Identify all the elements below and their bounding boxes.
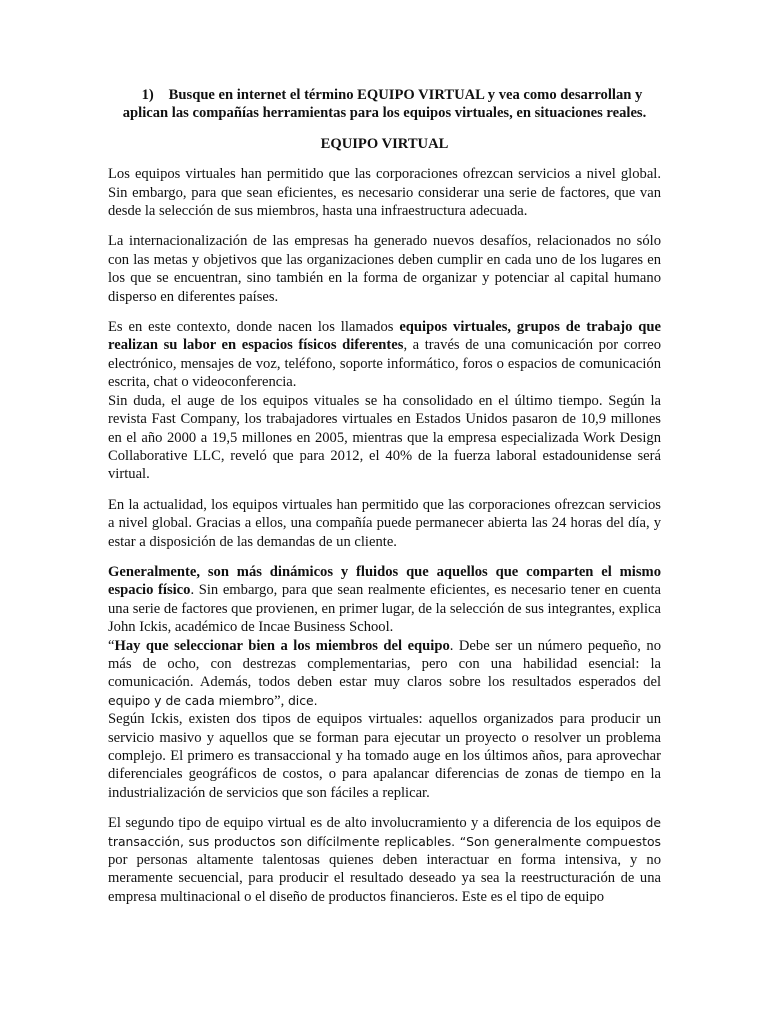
paragraph-3-lead: Es en este contexto, donde nacen los llamados	[108, 319, 400, 336]
paragraph-7-sans: equipo y de cada miembro	[108, 692, 275, 708]
paragraph-7-close: ”,	[274, 692, 288, 709]
paragraph-1: Los equipos virtuales han permitido que las corporaciones ofrezcan servicios a nivel global. Sin embargo, para que sean eficientes, es necesario considerar una serie de factores, que van desde la selección de sus miembros, hasta una infraestructura adecuada.	[108, 166, 661, 220]
paragraph-6-rest: . Sin embargo, para que sean realmente eficientes, es necesario tener en cuenta una serie de factores que provienen, en primer lugar, de la selección de sus integrantes, explica John Ickis, académico de Incae Business School.	[108, 582, 661, 636]
question-number: 1)	[141, 87, 154, 103]
paragraph-9-lead: El segundo tipo de equipo virtual es de alto involucramiento y a diferencia de los equipos	[108, 815, 642, 832]
question-text: Busque en internet el término EQUIPO VIRTUAL y vea como desarrollan y aplican las compañías herramientas para los equipos virtuales, en situaciones reales.	[122, 87, 647, 122]
paragraph-4: Sin duda, el auge de los equipos vituales se ha consolidado en el último tiempo. Según la revista Fast Company, los trabajadores virtuales en Estados Unidos pasaron de 10,9 millones en el año 2000 a 19,5 millones en 2005, mientras que la empresa especializada Work Design Collaborative LLC, reveló que para 2012, el 40% de la fuerza laboral estadounidense será virtual.	[108, 392, 661, 483]
paragraph-9-sans: de transacción, sus productos son difícilmente replicables. “Son generalmente compuestos	[108, 815, 661, 849]
paragraph-3-rest: , a través de una comunicación por correo electrónico, mensajes de voz, teléfono, soporte informático, foros o espacios de comunicación escrita, chat o videoconferencia.	[108, 337, 661, 391]
paragraph-7-quote: “	[108, 637, 115, 654]
page-title: EQUIPO VIRTUAL	[320, 135, 449, 152]
paragraph-7-bold: Hay que seleccionar bien a los miembros del equipo	[114, 637, 450, 654]
paragraph-3-bold: equipos virtuales, grupos de trabajo que realizan su labor en espacios físicos diferentes	[108, 319, 661, 354]
document-page	[108, 86, 661, 906]
question-heading	[108, 86, 661, 123]
paragraph-8: Según Ickis, existen dos tipos de equipos virtuales: aquellos organizados para producir un servicio masivo y aquellos que se forman para ejecutar un proyecto o resolver un problema complejo. El primero es transaccional y ha tomado auge en los últimos años, para aprovechar diferenciales geográficos de costos, o para apalancar diferencias de zonas de tiempo en la industrialización de servicios que son fáciles a replicar.	[108, 711, 661, 801]
paragraph-9	[108, 814, 661, 906]
paragraph-3	[108, 318, 661, 392]
paragraph-7-dice: dice.	[287, 692, 318, 708]
paragraph-6	[108, 563, 661, 637]
paragraph-6-bold: Generalmente, son más dinámicos y fluidos que aquellos que comparten el mismo espacio físico	[108, 563, 661, 599]
paragraph-9-rest: por personas altamente talentosas quienes deben interactuar en forma intensiva, y no meramente secuencial, para producir el resultado deseado ya sea la reestructuración de una empresa multinacional o el diseño de productos financieros. Este es el tipo de equipo	[108, 852, 661, 905]
paragraph-7-rest: . Debe ser un número pequeño, no más de ocho, con destrezas complementarias, pero con una habilidad esencial: la comunicación. Además, todos deben estar muy claros sobre los resultados esperados del	[108, 637, 661, 691]
paragraph-2: La internacionalización de las empresas ha generado nuevos desafíos, relacionados no sólo con las metas y objetivos que las organizaciones deben cumplir en cada uno de los lugares en los que se encuentran, sino también en la forma de organizar y potenciar al capital humano disperso en diferentes países.	[108, 233, 661, 305]
paragraph-5: En la actualidad, los equipos virtuales han permitido que las corporaciones ofrezcan servicios a nivel global. Gracias a ellos, una compañía puede permanecer abierta las 24 horas del día, y estar a disposición de las demandas de un cliente.	[108, 496, 661, 550]
paragraph-7	[108, 637, 661, 711]
